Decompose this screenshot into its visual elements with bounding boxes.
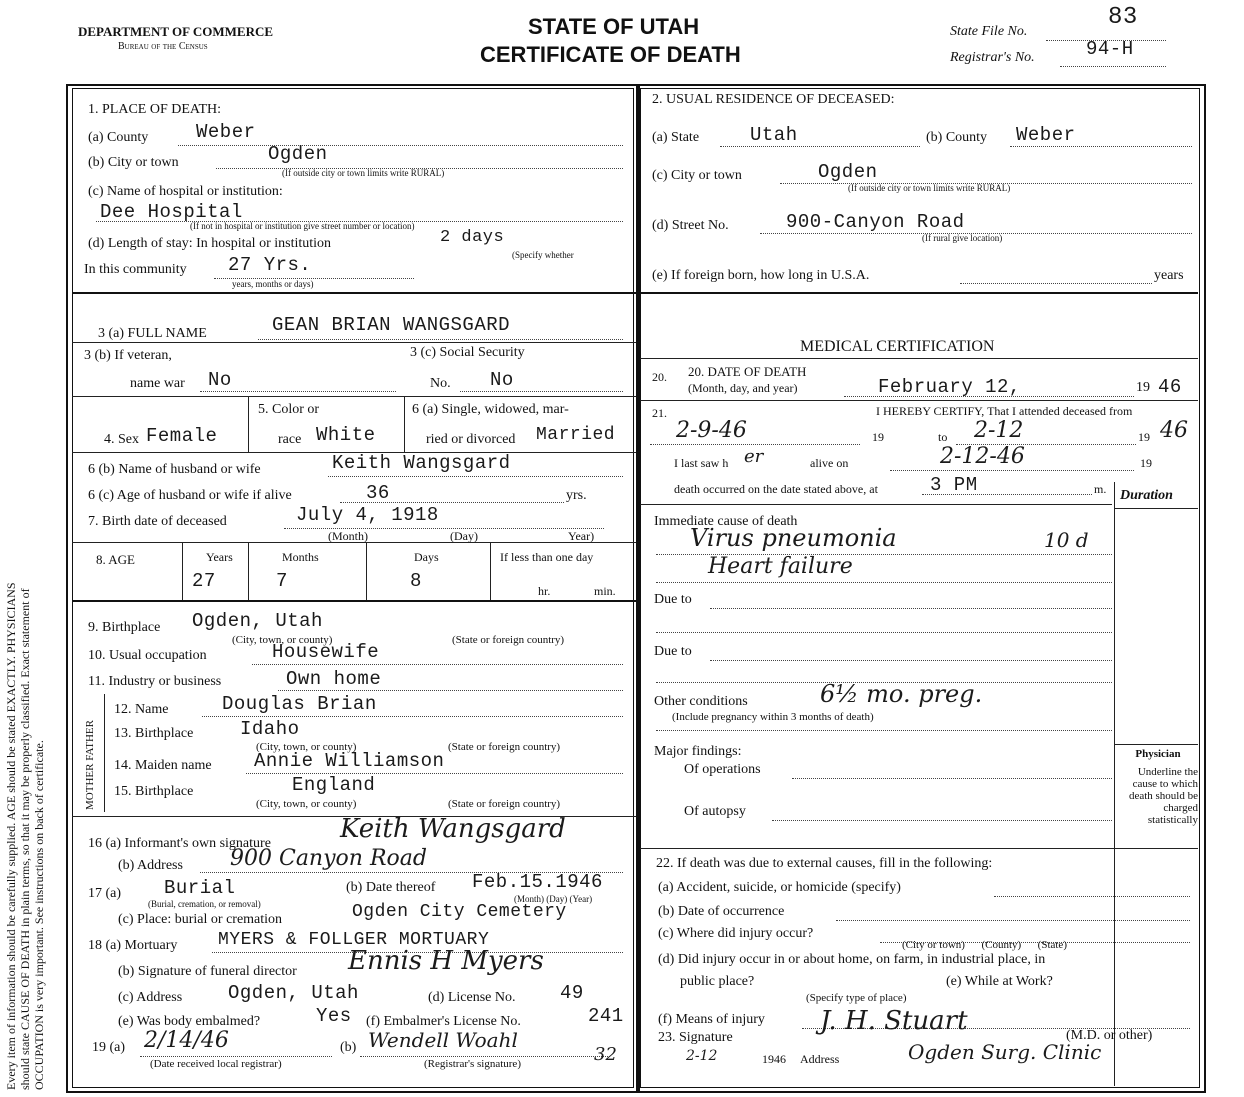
registrar-num: 32 [594,1044,617,1065]
res-state-value: Utah [750,124,798,146]
burial-value: Burial [164,877,236,899]
stay-note: (Specify whether [512,250,574,260]
res-street-value: 900-Canyon Road [786,211,965,233]
mother-birth-label: 15. Birthplace [114,784,194,799]
dotted-line [200,391,396,392]
dotted-line [650,444,860,445]
race-value: White [316,424,376,446]
father-birth-label: 13. Birthplace [114,726,194,741]
dotted-line [836,920,1190,921]
res-city-note: (If outside city or town limits write RURAL) [848,183,1011,193]
spouse-age-label: 6 (c) Age of husband or wife if alive [88,488,292,503]
dotted-line [258,339,623,340]
alive-value: 2-12-46 [940,444,1025,469]
signature-label: 23. Signature [658,1030,733,1045]
embalmed-label: (e) Was body embalmed? [118,1014,261,1029]
death-time: 3 PM [930,474,978,496]
duration-label: Duration [1120,488,1173,503]
death-county-label: (a) County [88,130,149,145]
cause-2: Heart failure [708,554,853,579]
occupation-value: Housewife [272,641,380,663]
cause-1: Virus pneumonia [690,524,897,552]
director-signature: Ennis H Myers [348,946,544,976]
burial-label: 17 (a) [88,886,122,901]
res-city-label: (c) City or town [652,168,742,183]
dotted-line [202,716,623,717]
birth-day-note: (Day) [450,529,478,543]
death-date-number: 20. [652,370,667,384]
attend-from: 2-9-46 [676,418,747,443]
registrar-label: Registrar's No. [950,50,1035,65]
community-value: 27 Yrs. [228,254,312,276]
industry-value: Own home [286,668,382,690]
attend-from-year: 19 [872,430,884,444]
certificate-state: STATE OF UTAH [528,14,700,39]
certify-number: 21. [652,406,667,420]
marital-value: Married [536,425,616,445]
ss-label: 3 (c) Social Security [410,345,525,360]
dotted-line [772,820,1112,821]
divider [640,358,1198,359]
years-label: Years [206,550,233,564]
md-label: (M.D. or other) [1066,1028,1153,1043]
mortuary-value: MYERS & FOLLGER MORTUARY [218,930,490,950]
signature-year: 1946 [762,1052,786,1066]
informant-sig-label: 16 (a) Informant's own signature [88,836,271,851]
autopsy-label: Of autopsy [684,804,746,819]
embalmer-label: (f) Embalmer's License No. [366,1014,521,1029]
death-city-label: (b) City or town [88,155,179,170]
informant-signature: Keith Wangsgard [340,814,566,844]
mortuary-address-value: Ogden, Utah [228,982,359,1004]
state-file-label: State File No. [950,24,1028,39]
dotted-line [656,730,1112,731]
dotted-line [890,470,1134,471]
divider-v [248,396,249,452]
physician-signature: J. H. Stuart [820,1006,968,1036]
community-label: In this community [84,262,187,277]
burial-place-label: (c) Place: burial or cremation [118,912,283,927]
duration-column-line [1114,482,1115,1086]
hospital-value: Dee Hospital [100,201,243,223]
last-saw-label: I last saw h [674,456,729,470]
dotted-line [844,396,1134,397]
burial-date-label: (b) Date thereof [346,880,436,895]
side-note-line-1: Every item of information should be carefully supplied. AGE should be stated EXACTLY. PHYSICIANS [4,582,18,1090]
mortuary-address-label: (c) Address [118,990,183,1005]
veteran-label: 3 (b) If veteran, [84,348,172,363]
dotted-line [1010,146,1192,147]
license-value: 49 [560,982,584,1004]
registrar-date-label: 19 (a) [92,1040,126,1055]
death-city-value: Ogden [268,143,328,165]
alive-year-prefix: 19 [1140,456,1152,470]
occurred-label: death occurred on the date stated above, at [674,482,878,496]
death-date-value: February 12, [878,376,1021,398]
place-of-death-heading: 1. PLACE OF DEATH: [88,102,222,117]
operations-label: Of operations [684,762,761,777]
death-city-note: (If outside city or town limits write RURAL) [282,168,445,178]
other-conditions-value: 6½ mo. preg. [820,680,983,708]
dotted-line [340,502,564,503]
m-label: m. [1094,482,1107,496]
dotted-line [178,145,623,146]
res-city-value: Ogden [818,161,878,183]
burial-note: (Burial, cremation, or removal) [148,899,261,909]
dotted-line [710,608,1112,609]
divider-v [248,542,249,600]
days-label: Days [414,550,439,564]
war-label: name war [130,376,185,391]
death-county-value: Weber [196,121,256,143]
registrar-sig-label: (b) [340,1040,357,1055]
attend-to-year-prefix: 19 [1138,430,1150,444]
spouse-value: Keith Wangsgard [332,452,511,474]
immediate-label: Immediate cause of death [654,514,798,529]
dotted-line [922,494,1092,495]
birth-date-value: July 4, 1918 [296,504,439,526]
residence-heading: 2. USUAL RESIDENCE OF DECEASED: [652,92,895,107]
father-name-label: 12. Name [114,702,169,717]
mortuary-label: 18 (a) Mortuary [88,938,178,953]
specify-note: (Specify type of place) [806,992,907,1004]
spouse-age-value: 36 [366,482,390,504]
dotted-line [252,664,623,665]
certify-text: I HEREBY CERTIFY, That I attended deceased from [876,404,1133,418]
section-divider [72,292,1198,294]
dotted-line [360,1056,610,1057]
res-county-value: Weber [1016,124,1076,146]
home-label: (d) Did injury occur in or about home, on farm, in industrial place, in [658,952,1046,967]
father-state-note: (State or foreign country) [448,741,561,753]
bureau-name: Bureau of the Census [118,41,208,52]
registrar-line [1060,66,1166,67]
dotted-line [720,146,920,147]
divider [640,400,1198,401]
dotted-line [278,690,623,691]
father-birth-value: Idaho [240,718,300,740]
death-date-label: 20. DATE OF DEATH [688,364,807,379]
divider-v [404,396,405,452]
attend-to-label: to [938,430,948,444]
address-label: Address [800,1052,840,1066]
ss-no-label: No. [430,376,451,391]
divider-v [182,542,183,600]
birthplace-state-note: (State or foreign country) [452,634,565,646]
marital-label-2: ried or divorced [426,432,516,447]
due-to-1-label: Due to [654,592,692,607]
mother-name-label: 14. Maiden name [114,758,212,773]
res-foreign-unit: years [1154,268,1184,283]
birthplace-value: Ogden, Utah [192,610,323,632]
hospital-label: (c) Name of hospital or institution: [88,184,283,199]
where-note: (City or town) (County) (State) [902,939,1067,951]
sex-label: 4. Sex [104,432,139,447]
industry-label: 11. Industry or business [88,674,222,689]
dotted-line [140,1056,332,1057]
res-county-label: (b) County [926,130,988,145]
hr-label: hr. [538,584,551,598]
death-year: 46 [1158,376,1182,398]
death-year-prefix: 19 [1136,380,1150,395]
divider [72,600,636,602]
attend-to: 2-12 [974,418,1024,443]
signature-date: 2-12 [686,1048,718,1064]
birthplace-label: 9. Birthplace [88,620,161,635]
res-foreign-label: (e) If foreign born, how long in U.S.A. [652,268,870,283]
embalmer-value: 241 [588,1005,624,1027]
accident-label: (a) Accident, suicide, or homicide (specify) [658,880,901,895]
full-name-value: GEAN BRIAN WANGSGARD [272,314,511,336]
registrar-date-note: (Date received local registrar) [150,1058,282,1070]
sex-value: Female [146,425,218,447]
physician-address: Ogden Surg. Clinic [908,1040,1102,1064]
birthplace-city-note: (City, town, or county) [232,634,333,646]
work-label: (e) While at Work? [946,974,1053,989]
registrar-sig-note: (Registrar's signature) [424,1058,521,1070]
res-street-note: (If rural give location) [922,233,1003,243]
dotted-line [656,582,1112,583]
registrar-date-value: 2/14/46 [144,1028,229,1053]
public-label: public place? [680,974,755,989]
res-state-label: (a) State [652,130,700,145]
registrar-number: 94-H [1086,38,1134,60]
side-note-line-2: should state CAUSE OF DEATH in plain terms, so that it may be properly classified. Exact statement of [18,588,32,1090]
divider [72,342,636,343]
dotted-line [656,632,1112,633]
physician-note-title: Physician [1135,748,1181,760]
mother-city-note: (City, town, or county) [256,798,357,810]
hospital-note: (If not in hospital or institution give street number or location) [190,221,415,231]
registrar-signature: Wendell Woahl [368,1028,518,1052]
certificate-title: CERTIFICATE OF DEATH [480,42,741,67]
due-to-2-label: Due to [654,644,692,659]
burial-place-value: Ogden City Cemetery [352,902,567,922]
license-label: (d) License No. [428,990,516,1005]
department-name: DEPARTMENT OF COMMERCE [78,24,274,39]
father-name-value: Douglas Brian [222,693,377,715]
death-date-sub: (Month, day, and year) [688,381,798,395]
side-instructions [4,50,46,1090]
divider [1114,508,1198,509]
divider-v [366,542,367,600]
other-conditions-label: Other conditions [654,694,748,709]
medical-heading: MEDICAL CERTIFICATION [800,338,995,355]
community-note: years, months or days) [232,279,314,289]
stay-label: (d) Length of stay: In hospital or institution [88,236,332,251]
divider [72,396,636,397]
color-label: 5. Color or [258,402,320,417]
burial-date-note: (Month) (Day) (Year) [514,894,593,904]
race-label: race [278,432,302,447]
parents-bracket [104,694,105,812]
mother-state-note: (State or foreign country) [448,798,561,810]
days-value: 8 [410,570,422,592]
months-label: Months [282,550,319,564]
parents-side-label: MOTHER FATHER [84,720,96,810]
spouse-label: 6 (b) Name of husband or wife [88,462,261,477]
embalmed-value: Yes [316,1005,352,1027]
divider [640,504,1112,505]
years-value: 27 [192,570,216,592]
occurrence-label: (b) Date of occurrence [658,904,785,919]
side-note-line-3: OCCUPATION is very important. See instructions on back of certificate. [32,740,46,1090]
mother-birth-value: England [292,774,376,796]
birth-year-note: Year) [568,529,595,543]
dotted-line [960,283,1152,284]
alive-label: alive on [810,456,849,470]
divider-v [490,542,491,600]
burial-date-value: Feb.15.1946 [472,871,603,893]
divider [640,848,1198,849]
state-file-number: 83 [1108,4,1138,31]
other-conditions-note: (Include pregnancy within 3 months of death) [672,711,874,723]
ss-value: No [490,369,514,391]
age-label: 8. AGE [96,552,135,567]
director-label: (b) Signature of funeral director [118,964,297,979]
marital-label: 6 (a) Single, widowed, mar- [412,402,569,417]
spouse-age-unit: yrs. [566,488,587,503]
divider [72,542,636,543]
dotted-line [710,660,1112,661]
dotted-line [994,896,1190,897]
informant-address-value: 900 Canyon Road [230,846,427,871]
last-saw-value: er [744,446,764,467]
min-label: min. [594,584,616,598]
divider [1114,744,1198,745]
occupation-label: 10. Usual occupation [88,648,207,663]
mother-name-value: Annie Williamson [254,750,445,772]
res-street-label: (d) Street No. [652,218,729,233]
cause-1-duration: 10 d [1044,528,1089,552]
birth-month-note: (Month) [328,529,368,543]
full-name-label: 3 (a) FULL NAME [98,326,207,341]
less-label: If less than one day [500,550,594,564]
dotted-line [460,391,623,392]
stay-value: 2 days [440,228,505,247]
where-label: (c) Where did injury occur? [658,926,814,941]
months-value: 7 [276,570,288,592]
war-value: No [208,369,232,391]
dotted-line [792,778,1112,779]
attend-to-year: 46 [1160,418,1188,443]
birth-date-label: 7. Birth date of deceased [88,514,227,529]
physician-note: Underline the cause to which death should be charged statistically [1128,766,1198,826]
informant-address-label: (b) Address [118,858,183,873]
means-label: (f) Means of injury [658,1012,765,1027]
major-findings-label: Major findings: [654,744,742,759]
dotted-line [328,476,623,477]
father-city-note: (City, town, or county) [256,741,357,753]
external-label: 22. If death was due to external causes, fill in the following: [656,856,993,871]
